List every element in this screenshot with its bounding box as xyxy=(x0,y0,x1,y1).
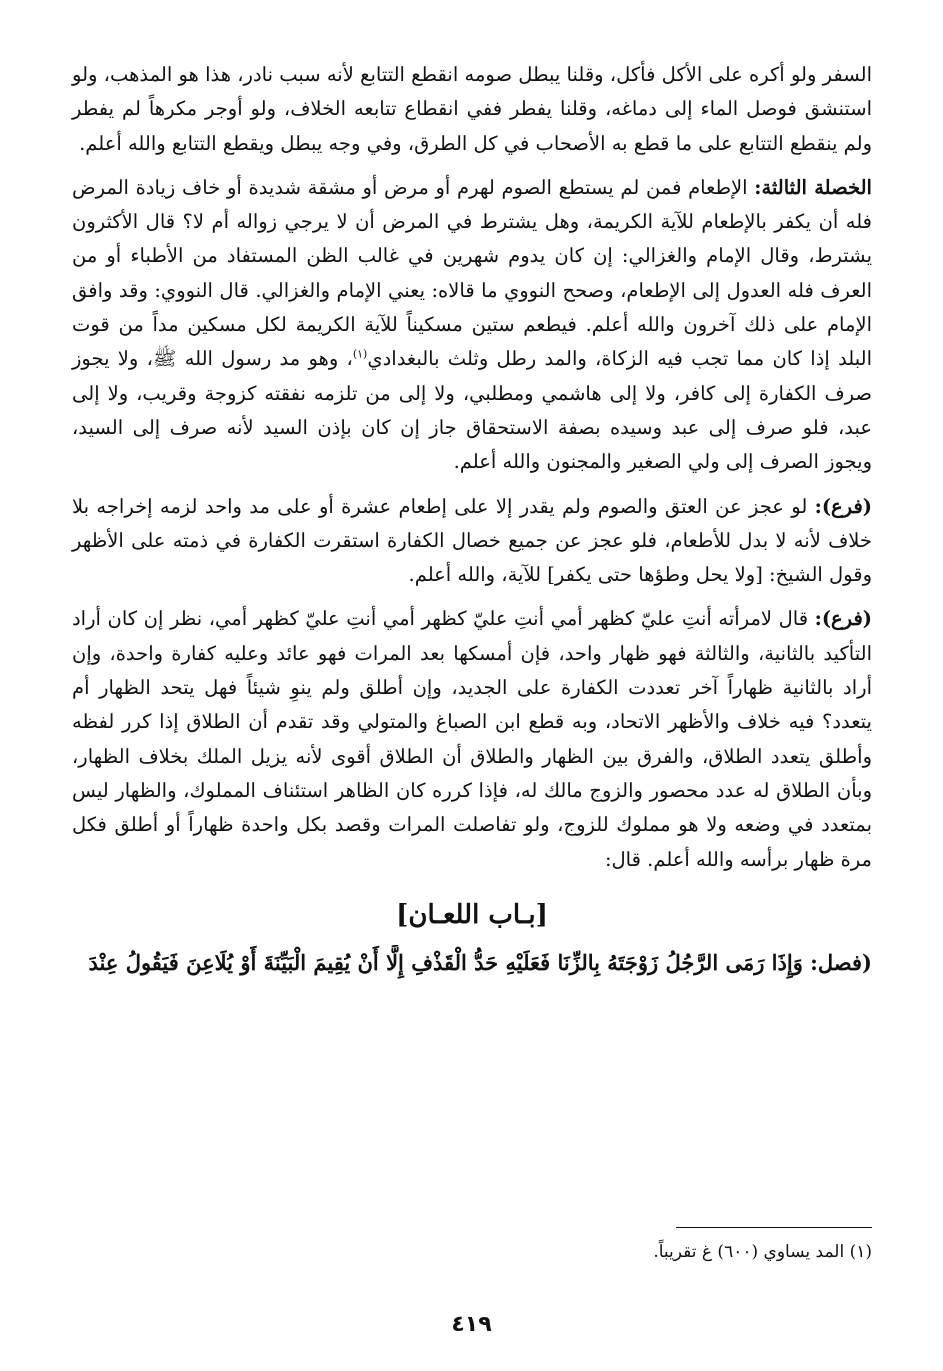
page-body xyxy=(72,58,872,981)
paragraph-2-body-b: ، وهو مد رسول الله ﷺ، ولا يجوز صرف الكفارة إلى كافر، ولا إلى هاشمي ومطلبي، ولا إلى من تلزمه نفقته كزوجة وقريب، ولا إلى عبد، فلو صرف إلى عبد وسيده بصفة الاستحقاق جاز إن كان بإذن السيد لأنه صرف إلى السيد، ويجوز الصرف إلى ولي الصغير والمجنون والله أعلم. xyxy=(72,347,872,474)
paragraph-4-body: قال لامرأته أنتِ عليّ كظهر أمي أنتِ عليّ كظهر أمي أنتِ عليّ كظهر أمي، نظر إن كان أراد التأكيد بالثانية، والثالثة فهو ظهار واحد، فإن أمسكها بعد المرات فهو عائد وعليه كفارة واحدة، وإن أراد بالثانية ظهاراً آخر تعددت الكفارة على الجديد، وإن أطلق ولم ينوِ شيئاً فهل يتحد الظهار أم يتعدد؟ فيه خلاف والأظهر الاتحاد، وبه قطع ابن الصباغ والمتولي وقد تقدم أن الطلاق إذا كرر لفظه وأطلق يتعدد الطلاق، والفرق بين الظهار والطلاق أن الطلاق أقوى لأنه يزيل الملك بخلاف الظهار، وبأن الطلاق له عدد محصور والزوج مالك له، فإذا كرره كان الظاهر استئناف المملوك، والظهار ليس بمتعدد في وضعه ولا هو مملوك للزوج، ولو تفاصلت المرات وقصد بكل واحدة ظهاراً أو أطلق فكل مرة ظهار برأسه والله أعلم. قال: xyxy=(72,607,872,871)
footnote-ref: (١) xyxy=(352,347,368,361)
paragraph-2-lead: الخصلة الثالثة: xyxy=(754,175,872,199)
paragraph-4-lead: (فرع): xyxy=(814,607,872,631)
fasl-line: (فصل: وَإِذَا رَمَى الرَّجُلُ زَوْجَتَهُ بِالزِّنَا فَعَلَيْهِ حَدُّ الْقَذْفِ إِلَّا أَنْ يُقِيمَ الْبَيِّنَةَ أَوْ يُلَاعِنَ فَيَقُولُ عِنْدَ xyxy=(88,949,872,975)
paragraph-3-lead: (فرع): xyxy=(814,494,872,518)
paragraph-1: السفر ولو أكره على الأكل فأكل، وقلنا يبطل صومه انقطع التتابع لأنه سبب نادر، هذا هو المذهب، ولو استنشق فوصل الماء إلى دماغه، وقلنا يفطر ففي انقطاع تتابعه الخلاف، ولو أوجر مكرهاً لم يفطر ولم ينقطع التتابع على ما قطع به الأصحاب في كل الطرق، وفي وجه يبطل ويقطع التتابع والله أعلم. xyxy=(72,63,872,155)
page-number: ٤١٩ xyxy=(451,1312,492,1337)
paragraph-4 xyxy=(72,602,872,876)
footnote: (١) المد يساوي (٦٠٠) غ تقريباً. xyxy=(653,1242,872,1262)
paragraph-3 xyxy=(72,490,872,593)
footnote-divider xyxy=(676,1227,872,1228)
paragraph-2 xyxy=(72,171,872,480)
paragraph-2-body-a: الإطعام فمن لم يستطع الصوم لهرم أو مرض أو مشقة شديدة أو خاف زيادة المرض فله أن يكفر بالإطعام للآية الكريمة، وهل يشترط في المرض أن لا يرجي زواله أم لا؟ قال الأكثرون يشترط، وقال الإمام والغزالي: إن كان يدوم شهرين في غالب الظن المستفاد من الأطباء أو من العرف فله العدول إلى الإطعام، وصحح النووي ما قالاه: يعني الإمام والغزالي. قال النووي: وقد وافق الإمام على ذلك آخرون والله أعلم. فيطعم ستين مسكيناً للآية الكريمة لكل مسكين مداً من قوت البلد إذا كان مما تجب فيه الزكاة، والمد رطل وثلث بالبغدادي xyxy=(72,175,873,371)
chapter-heading-text: [بـاب اللعـان] xyxy=(396,899,548,930)
paragraph-3-body: لو عجز عن العتق والصوم ولم يقدر إلا على إطعام عشرة أو على مد واحد لزمه إخراجه بلا خلاف لأنه لا بدل للأطعام، فلو عجز عن جميع خصال الكفارة استقرت الكفارة في ذمته على الأظهر وقول الشيخ: [ولا يحل وطؤها حتى يكفر] للآية، والله أعلم. xyxy=(72,494,872,587)
chapter-heading xyxy=(72,895,872,935)
